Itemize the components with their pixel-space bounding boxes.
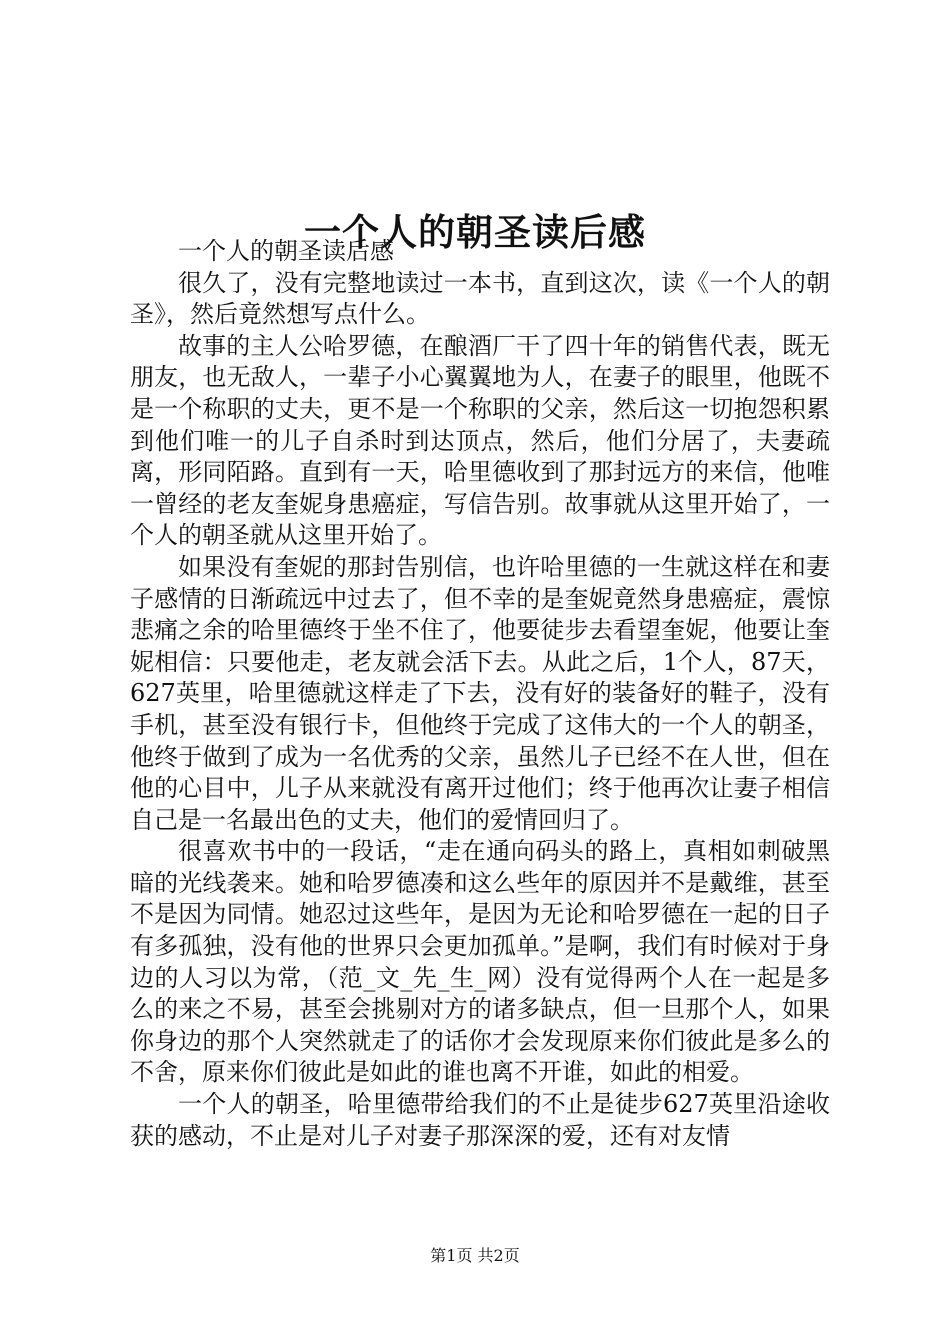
paragraph-story: 故事的主人公哈罗德，在酿酒厂干了四十年的销售代表，既无朋友，也无敌人，一辈子小心翼翼地为人，在妻子的眼里，他既不是一个称职的丈夫，更不是一个称职的父亲，然后这一切抱怨积累到他们唯一的儿子自杀时到达顶点，然后，他们分居了，夫妻疏离，形同陌路。直到有一天，哈里德收到了那封远方的来信，他唯一曾经的老友奎妮身患癌症，写信告别。故事就从这里开始了，一个人的朝圣就从这里开始了。 [130, 331, 830, 550]
paragraph-closing: 一个人的朝圣，哈里德带给我们的不止是徒步627英里沿途收获的感动，不止是对儿子对妻子那深深的爱，还有对友情 [130, 1090, 830, 1150]
paragraph-quote: 很喜欢书中的一段话，“走在通向码头的路上，真相如刺破黑暗的光线袭来。她和哈罗德凑和这么些年的原因并不是戴维，甚至不是因为同情。她忍过这些年，是因为无论和哈罗德在一起的日子有多孤独，没有他的世界只会更加孤单。”是啊，我们有时候对于身边的人习以为常，（范_文_先_生_网）没有觉得两个人在一起是多么的来之不易，甚至会挑剔对方的诸多缺点，但一旦那个人，如果你身边的那个人突然就走了的话你才会发现原来你们彼此是多么的不舍，原来你们彼此是如此的谁也离不开谁，如此的相爱。 [130, 837, 830, 1087]
paragraph-intro: 很久了，没有完整地读过一本书，直到这次，读《一个人的朝圣》，然后竟然想写点什么。 [130, 268, 830, 329]
document-body [130, 236, 830, 1152]
page-number: 第1页 共2页 [430, 1246, 520, 1265]
paragraph-journey: 如果没有奎妮的那封告别信，也许哈里德的一生就这样在和妻子感情的日渐疏远中过去了，但不幸的是奎妮竟然身患癌症，震惊悲痛之余的哈里德终于坐不住了，他要徒步去看望奎妮，他要让奎妮相信：只要他走，老友就会活下去。从此之后，1个人，87天，627英里，哈里德就这样走了下去，没有好的装备好的鞋子，没有手机，甚至没有银行卡，但他终于完成了这伟大的一个人的朝圣，他终于做到了成为一名优秀的父亲，虽然儿子已经不在人世，但在他的心目中，儿子从来就没有离开过他们；终于他再次让妻子相信自己是一名最出色的丈夫，他们的爱情回归了。 [130, 552, 830, 834]
paragraph-subtitle: 一个人的朝圣读后感 [178, 237, 394, 265]
document-title: 一个人的朝圣读后感 [304, 209, 646, 254]
